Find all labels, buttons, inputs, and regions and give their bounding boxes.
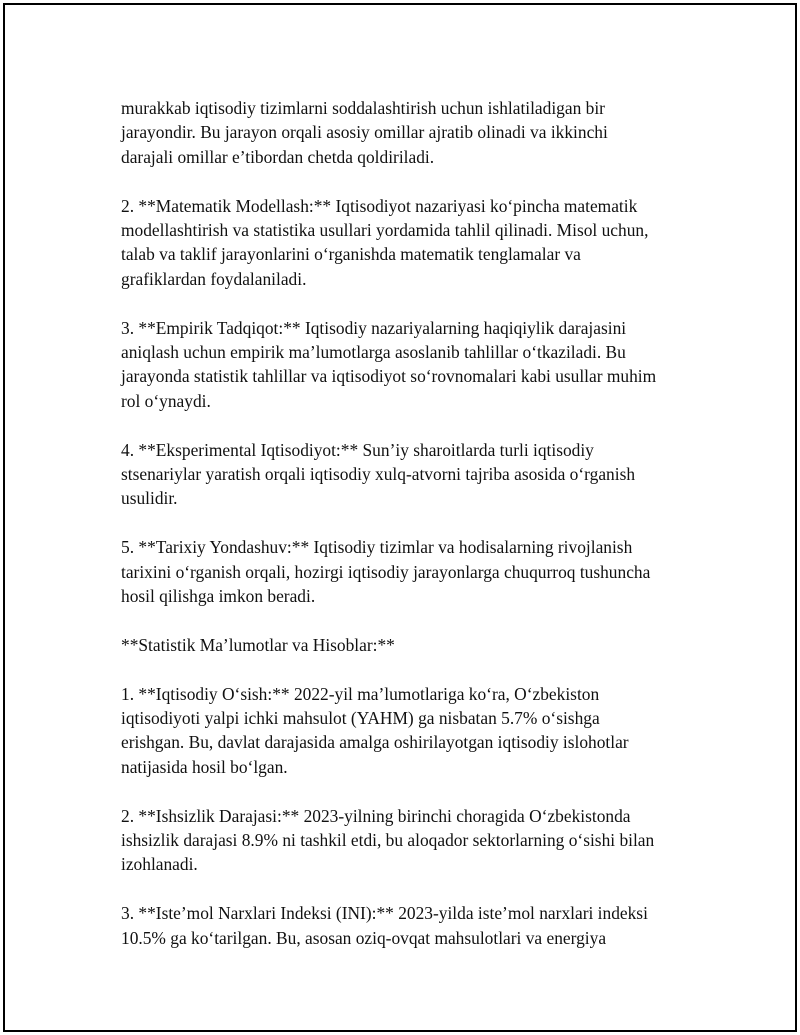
text-line: 3. **Iste’mol Narxlari Indeksi (INI):** 2023-yilda iste’mol narxlari indeksi — [121, 903, 648, 924]
text-line: ishsizlik darajasi 8.9% ni tashkil etdi, bu aloqador sektorlarning oʻsishi bilan — [121, 830, 655, 851]
text-line: talab va taklif jarayonlarini oʻrganishda matematik tenglamalar va — [121, 244, 581, 265]
text-line: tarixini oʻrganish orqali, hozirgi iqtisodiy jarayonlarga chuqurroq tushuncha — [121, 561, 651, 582]
text-line: darajali omillar e’tibordan chetda qoldiriladi. — [121, 146, 435, 167]
paragraph — [121, 633, 701, 657]
paragraph — [121, 96, 701, 169]
text-line: 2. **Matematik Modellash:** Iqtisodiyot nazariyasi koʻpincha matematik — [121, 195, 638, 216]
text-line: stsenariylar yaratish orqali iqtisodiy xulq-atvorni tajriba asosida oʻrganish — [121, 464, 636, 485]
paragraph — [121, 901, 701, 950]
text-line: 1. **Iqtisodiy Oʻsish:** 2022-yil ma’lumotlariga koʻra, Oʻzbekiston — [121, 683, 600, 704]
text-line: 5. **Tarixiy Yondashuv:** Iqtisodiy tizimlar va hodisalarning rivojlanish — [121, 537, 633, 558]
paragraph — [121, 535, 701, 608]
paragraph — [121, 438, 701, 511]
paragraph — [121, 804, 701, 877]
text-line: 2. **Ishsizlik Darajasi:** 2023-yilning birinchi choragida Oʻzbekistonda — [121, 805, 631, 826]
text-line: iqtisodiyoti yalpi ichki mahsulot (YAHM) ga nisbatan 5.7% oʻsishga — [121, 708, 600, 729]
paragraph — [121, 194, 701, 292]
text-line: 4. **Eksperimental Iqtisodiyot:** Sun’iy sharoitlarda turli iqtisodiy — [121, 439, 594, 460]
text-line: 3. **Empirik Tadqiqot:** Iqtisodiy nazariyalarning haqiqiylik darajasini — [121, 317, 627, 338]
page-frame — [3, 3, 797, 1032]
text-line: modellashtirish va statistika usullari yordamida tahlil qilinadi. Misol uchun, — [121, 220, 649, 241]
text-line: jarayondir. Bu jarayon orqali asosiy omillar ajratib olinadi va ikkinchi — [121, 122, 608, 143]
paragraph — [121, 682, 701, 780]
text-line: aniqlash uchun empirik ma’lumotlarga asoslanib tahlillar oʻtkaziladi. Bu — [121, 342, 626, 363]
text-line: **Statistik Ma’lumotlar va Hisoblar:** — [121, 634, 395, 655]
text-line: murakkab iqtisodiy tizimlarni soddalashtirish uchun ishlatiladigan bir — [121, 98, 605, 118]
text-line: izohlanadi. — [121, 854, 198, 875]
text-line: rol oʻynaydi. — [121, 390, 211, 411]
text-line: grafiklardan foydalaniladi. — [121, 268, 307, 289]
text-line: natijasida hosil boʻlgan. — [121, 756, 288, 777]
text-line: usulidir. — [121, 488, 178, 509]
text-line: 10.5% ga koʻtarilgan. Bu, asosan oziq-ovqat mahsulotlari va energiya — [121, 927, 607, 948]
paragraph — [121, 316, 701, 414]
text-line: hosil qilishga imkon beradi. — [121, 586, 316, 607]
document-body — [121, 96, 701, 974]
text-line: jarayonda statistik tahlillar va iqtisodiyot soʻrovnomalari kabi usullar muhim — [121, 366, 657, 387]
text-line: erishgan. Bu, davlat darajasida amalga oshirilayotgan iqtisodiy islohotlar — [121, 732, 629, 753]
